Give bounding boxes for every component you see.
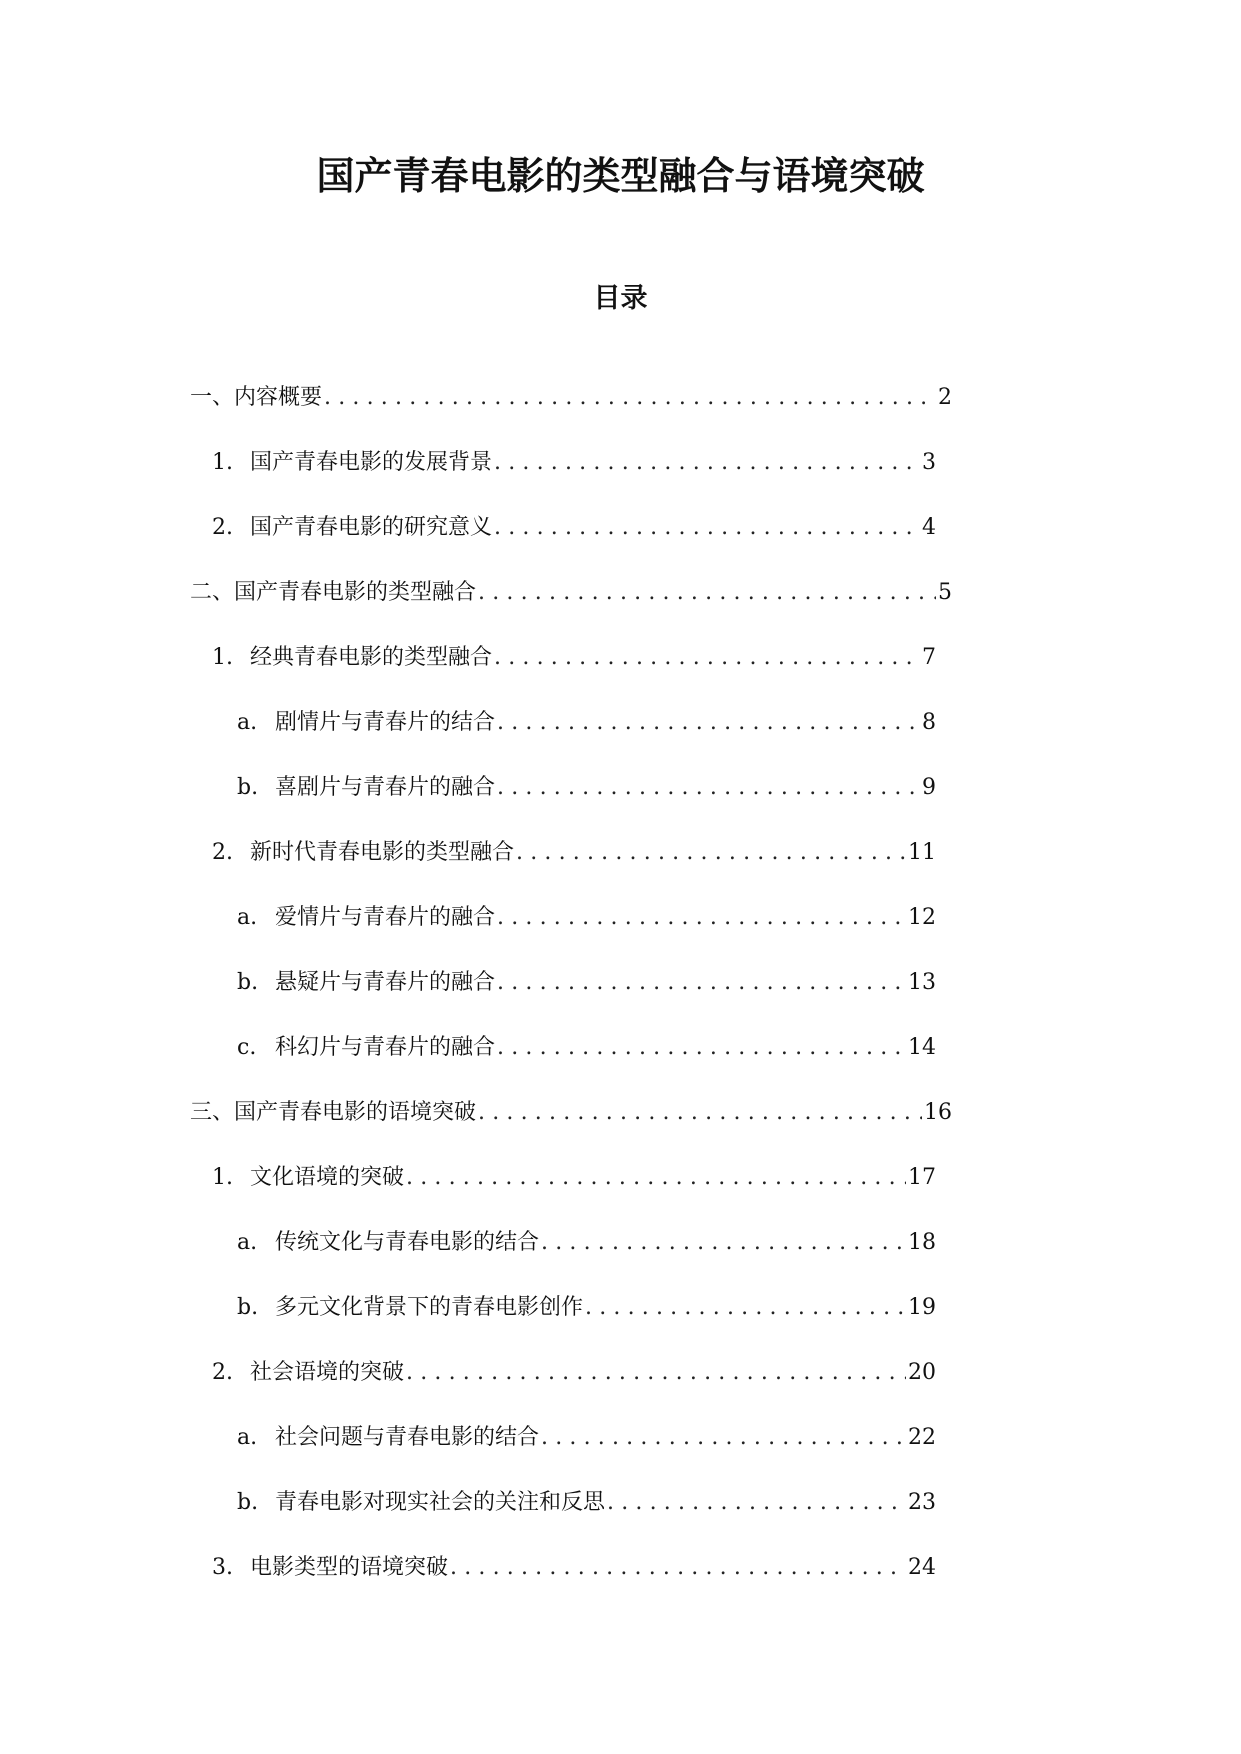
document-title: 国产青春电影的类型融合与语境突破 xyxy=(316,154,925,198)
toc-entry-page: 20 xyxy=(908,1360,936,1385)
toc-entry-text: 爱情片与青春片的融合 xyxy=(275,905,496,930)
toc-dot-leader xyxy=(448,1550,906,1586)
toc-entry-number: a. xyxy=(237,710,258,735)
toc-entry[interactable] xyxy=(212,640,936,676)
toc-entry[interactable] xyxy=(212,835,936,871)
toc-entry-page: 9 xyxy=(922,775,936,800)
toc-dot-leader xyxy=(404,1355,906,1391)
toc-entry-text: 电影类型的语境突破 xyxy=(250,1555,449,1580)
toc-dot-leader xyxy=(495,900,906,936)
toc-entry-text: 多元文化背景下的青春电影创作 xyxy=(275,1295,584,1320)
toc-entry-number: 3. xyxy=(212,1555,233,1580)
toc-entry-number: b. xyxy=(237,1295,259,1320)
toc-dot-leader xyxy=(539,1420,906,1456)
toc-dot-leader xyxy=(495,705,920,741)
toc-entry-page: 18 xyxy=(908,1230,936,1255)
toc-entry-number: b. xyxy=(237,1490,259,1515)
toc-entry-text: 新时代青春电影的类型融合 xyxy=(250,840,515,865)
toc-entry-page: 22 xyxy=(908,1425,936,1450)
toc-entry[interactable] xyxy=(237,1290,936,1326)
toc-entry-number: 2. xyxy=(212,515,233,540)
toc-entry-page: 13 xyxy=(908,970,936,995)
toc-entry[interactable] xyxy=(212,510,936,546)
toc-entry-number: 一、 xyxy=(190,385,235,410)
toc-entry-text: 喜剧片与青春片的融合 xyxy=(275,775,496,800)
toc-dot-leader xyxy=(539,1225,906,1261)
toc-dot-leader xyxy=(583,1290,906,1326)
toc-entry-page: 4 xyxy=(922,515,936,540)
toc-entry[interactable] xyxy=(237,1225,936,1261)
toc-entry-number: b. xyxy=(237,775,259,800)
toc-dot-leader xyxy=(495,770,920,806)
toc-dot-leader xyxy=(495,1030,906,1066)
toc-entry-page: 11 xyxy=(908,840,936,865)
toc-entry[interactable] xyxy=(190,575,952,611)
toc-entry[interactable] xyxy=(212,1160,936,1196)
toc-entry-text: 国产青春电影的发展背景 xyxy=(250,450,493,475)
toc-entry[interactable] xyxy=(237,770,936,806)
toc-entry-text: 社会语境的突破 xyxy=(250,1360,405,1385)
toc-entry-number: a. xyxy=(237,905,258,930)
toc-dot-leader xyxy=(476,575,936,611)
toc-entry-page: 8 xyxy=(922,710,936,735)
toc-dot-leader xyxy=(605,1485,906,1521)
toc-entry[interactable] xyxy=(237,1030,936,1066)
toc-entry-text: 内容概要 xyxy=(234,385,323,410)
toc-entry-page: 23 xyxy=(908,1490,936,1515)
toc-entry-text: 社会问题与青春电影的结合 xyxy=(275,1425,540,1450)
toc-entry[interactable] xyxy=(190,1095,952,1131)
toc-entry[interactable] xyxy=(237,705,936,741)
toc-entry-number: c. xyxy=(237,1035,257,1060)
toc-entry-number: a. xyxy=(237,1425,258,1450)
toc-entry-number: 1. xyxy=(212,1165,233,1190)
toc-entry-number: b. xyxy=(237,970,259,995)
toc-dot-leader xyxy=(404,1160,906,1196)
toc-entry-page: 7 xyxy=(922,645,936,670)
toc-entry-text: 国产青春电影的研究意义 xyxy=(250,515,493,540)
toc-entry[interactable] xyxy=(237,900,936,936)
toc-entry[interactable] xyxy=(237,1420,936,1456)
toc-entry-text: 国产青春电影的类型融合 xyxy=(234,580,477,605)
toc-entry-number: 2. xyxy=(212,840,233,865)
toc-entry-page: 3 xyxy=(922,450,936,475)
toc-entry-text: 悬疑片与青春片的融合 xyxy=(275,970,496,995)
toc-entry-text: 剧情片与青春片的结合 xyxy=(275,710,496,735)
toc-entry-text: 传统文化与青春电影的结合 xyxy=(275,1230,540,1255)
toc-entry-page: 5 xyxy=(938,580,952,605)
toc-entry[interactable] xyxy=(237,1485,936,1521)
toc-entry-text: 青春电影对现实社会的关注和反思 xyxy=(275,1490,606,1515)
toc-entry-page: 2 xyxy=(938,385,952,410)
toc-dot-leader xyxy=(492,640,920,676)
toc-entry-number: 三、 xyxy=(190,1100,235,1125)
toc-entry[interactable] xyxy=(237,965,936,1001)
toc-entry-page: 19 xyxy=(908,1295,936,1320)
toc-entry-page: 24 xyxy=(908,1555,936,1580)
toc-entry-number: 1. xyxy=(212,450,233,475)
toc-entry-number: a. xyxy=(237,1230,258,1255)
toc-dot-leader xyxy=(476,1095,922,1131)
toc-entry-page: 12 xyxy=(908,905,936,930)
toc-entry-page: 14 xyxy=(908,1035,936,1060)
toc-entry[interactable] xyxy=(212,1355,936,1391)
toc-entry-text: 文化语境的突破 xyxy=(250,1165,405,1190)
toc-entry[interactable] xyxy=(212,1550,936,1586)
toc-dot-leader xyxy=(514,835,906,871)
toc-dot-leader xyxy=(322,380,936,416)
toc-entry-number: 二、 xyxy=(190,580,235,605)
toc-dot-leader xyxy=(492,445,920,481)
toc-heading: 目录 xyxy=(593,283,648,314)
toc-entry-text: 国产青春电影的语境突破 xyxy=(234,1100,477,1125)
toc-entry[interactable] xyxy=(212,445,936,481)
toc-entry-page: 17 xyxy=(908,1165,936,1190)
toc-entry-text: 经典青春电影的类型融合 xyxy=(250,645,493,670)
toc-entry-text: 科幻片与青春片的融合 xyxy=(275,1035,496,1060)
toc-entry[interactable] xyxy=(190,380,952,416)
toc-entry-number: 2. xyxy=(212,1360,233,1385)
toc-entry-number: 1. xyxy=(212,645,233,670)
toc-dot-leader xyxy=(492,510,920,546)
toc-entry-page: 16 xyxy=(924,1100,952,1125)
toc-dot-leader xyxy=(495,965,906,1001)
